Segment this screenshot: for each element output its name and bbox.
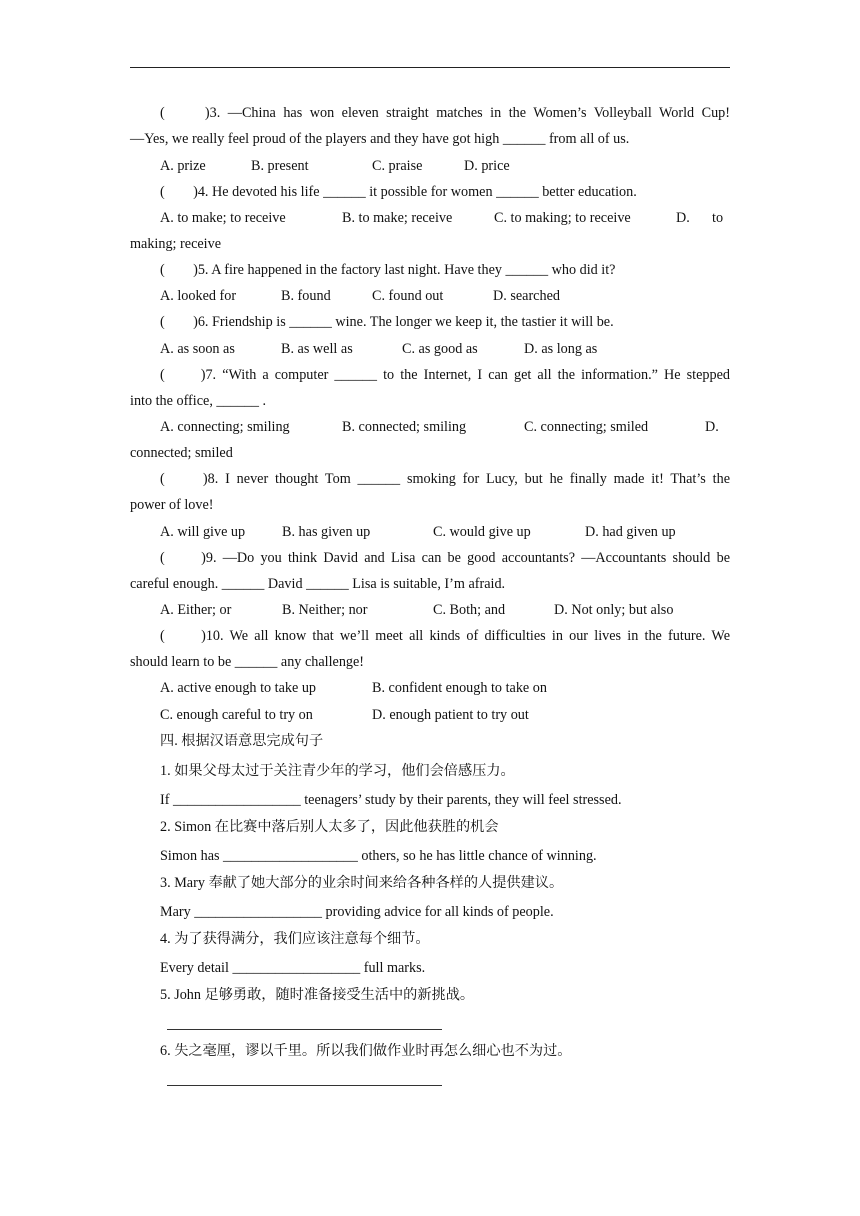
option-a: A. as soon as <box>160 341 235 357</box>
question-6-options <box>160 340 730 358</box>
option-b: B. present <box>251 158 309 174</box>
option-d: D. Not only; but also <box>554 602 674 618</box>
option-d: D. price <box>464 158 510 174</box>
question-7-options-cont: connected; smiled <box>130 445 233 461</box>
option-b: B. found <box>281 288 331 304</box>
question-5-options <box>160 287 730 305</box>
section-4-item-3-cn: 3. Mary 奉献了她大部分的业余时间来给各种各样的人提供建议。 <box>160 875 564 891</box>
question-10-options-row2 <box>160 706 730 724</box>
option-a: A. looked for <box>160 288 237 304</box>
question-3-stem: ( )3. —China has won eleven straight matches in the Women’s Volleyball World Cup! <box>160 105 730 121</box>
section-4-heading: 四. 根据汉语意思完成句子 <box>160 733 324 749</box>
question-5-stem: ( )5. A fire happened in the factory last night. Have they ______ who did it? <box>160 262 616 278</box>
option-c: C. would give up <box>433 524 531 540</box>
option-d: D. <box>705 419 719 435</box>
question-8-stem-cont: power of love! <box>130 497 214 513</box>
header-rule <box>130 67 730 68</box>
option-a: A. prize <box>160 158 206 174</box>
option-d: D. <box>676 210 690 226</box>
question-8-options <box>160 523 730 541</box>
option-a: A. will give up <box>160 524 246 540</box>
question-3-options <box>160 157 730 175</box>
question-9-stem-cont: careful enough. ______ David ______ Lisa is suitable, I’m afraid. <box>130 576 506 592</box>
section-4-item-1-en: If __________________ teenagers’ study by their parents, they will feel stressed. <box>160 792 622 808</box>
option-d-text: to <box>712 210 724 226</box>
answer-line-5 <box>167 1029 442 1030</box>
option-a: A. connecting; smiling <box>160 419 290 435</box>
option-c: C. praise <box>372 158 423 174</box>
option-c: C. connecting; smiled <box>524 419 649 435</box>
answer-line-6 <box>167 1085 442 1086</box>
question-4-stem: ( )4. He devoted his life ______ it possible for women ______ better education. <box>160 184 637 200</box>
question-7-stem: ( )7. “With a computer ______ to the Internet, I can get all the information.” He stepped <box>160 367 730 383</box>
question-9-stem: ( )9. —Do you think David and Lisa can be good accountants? —Accountants should be <box>160 550 730 566</box>
section-4-item-4-en: Every detail __________________ full marks. <box>160 960 426 976</box>
question-7-stem-cont: into the office, ______ . <box>130 393 267 409</box>
question-4-options <box>160 209 730 227</box>
option-b: B. connected; smiling <box>342 419 467 435</box>
option-c: C. as good as <box>402 341 478 357</box>
section-4-item-2-en: Simon has ___________________ others, so he has little chance of winning. <box>160 848 597 864</box>
option-a: A. active enough to take up <box>160 680 317 696</box>
section-4-item-2-cn: 2. Simon 在比赛中落后别人太多了，因此他获胜的机会 <box>160 819 499 835</box>
question-7-options <box>160 418 730 436</box>
option-c: C. enough careful to try on <box>160 707 313 723</box>
option-d: D. had given up <box>585 524 676 540</box>
question-6-stem: ( )6. Friendship is ______ wine. The longer we keep it, the tastier it will be. <box>160 314 614 330</box>
option-c: C. Both; and <box>433 602 506 618</box>
option-b: B. Neither; nor <box>282 602 368 618</box>
option-d: D. searched <box>493 288 560 304</box>
section-4-item-6-cn: 6. 失之毫厘，谬以千里。所以我们做作业时再怎么细心也不为过。 <box>160 1043 572 1059</box>
option-b: B. confident enough to take on <box>372 680 547 696</box>
section-4-item-4-cn: 4. 为了获得满分，我们应该注意每个细节。 <box>160 931 430 947</box>
option-d: D. as long as <box>524 341 598 357</box>
question-4-options-cont: making; receive <box>130 236 221 252</box>
question-10-options-row1 <box>160 679 730 697</box>
question-10-stem: ( )10. We all know that we’ll meet all kinds of difficulties in our lives in the future. We <box>160 628 730 644</box>
option-b: B. has given up <box>282 524 371 540</box>
question-8-stem: ( )8. I never thought Tom ______ smoking for Lucy, but he finally made it! That’s the <box>160 471 730 487</box>
question-3-stem-cont: —Yes, we really feel proud of the players and they have got high ______ from all of us. <box>130 131 630 147</box>
option-a: A. to make; to receive <box>160 210 286 226</box>
section-4-item-3-en: Mary __________________ providing advice for all kinds of people. <box>160 904 554 920</box>
option-b: B. as well as <box>281 341 353 357</box>
option-d: D. enough patient to try out <box>372 707 529 723</box>
section-4-item-1-cn: 1. 如果父母太过于关注青少年的学习，他们会倍感压力。 <box>160 763 515 779</box>
option-c: C. to making; to receive <box>494 210 631 226</box>
option-b: B. to make; receive <box>342 210 453 226</box>
option-c: C. found out <box>372 288 444 304</box>
question-9-options <box>160 601 730 619</box>
question-10-stem-cont: should learn to be ______ any challenge! <box>130 654 365 670</box>
option-a: A. Either; or <box>160 602 232 618</box>
section-4-item-5-cn: 5. John 足够勇敢，随时准备接受生活中的新挑战。 <box>160 987 475 1003</box>
